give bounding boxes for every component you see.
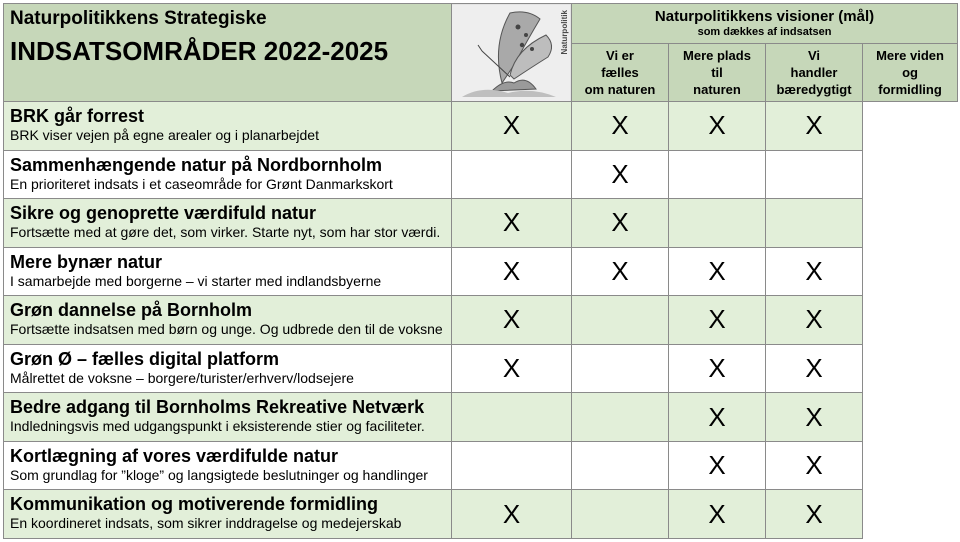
- table-row: [4, 102, 958, 151]
- area-name: BRK går forrest: [10, 106, 145, 126]
- mark-cell: [572, 296, 669, 345]
- mark-cell: X: [452, 490, 572, 539]
- mark-cell: X: [766, 247, 863, 296]
- mark-cell: X: [669, 344, 766, 393]
- mark-cell: [669, 150, 766, 199]
- mark-cell: [572, 344, 669, 393]
- area-description: Fortsætte indsatsen med børn og unge. Og udbrede den til de voksne: [10, 321, 443, 338]
- table-row: [4, 296, 958, 345]
- mark-cell: X: [669, 296, 766, 345]
- mark-cell: X: [766, 490, 863, 539]
- mark-cell: X: [572, 102, 669, 151]
- area-description: Som grundlag for ”kloge” og langsigtede beslutninger og handlinger: [10, 466, 428, 483]
- area-description: BRK viser vejen på egne arealer og i planarbejdet: [10, 127, 319, 143]
- title-line-2: INDSATSOMRÅDER 2022-2025: [10, 36, 389, 66]
- area-description: I samarbejde med borgerne – vi starter med indlandsbyerne: [10, 272, 382, 289]
- vision-column-plads: Mere plads til naturen: [669, 44, 766, 102]
- visions-title: Naturpolitikkens visioner (mål): [654, 8, 875, 25]
- area-cell: [4, 441, 452, 490]
- area-cell: [4, 344, 452, 393]
- area-cell: [4, 150, 452, 199]
- mark-cell: X: [572, 247, 669, 296]
- mark-cell: X: [572, 199, 669, 248]
- mark-cell: X: [669, 441, 766, 490]
- mark-cell: [452, 441, 572, 490]
- mark-cell: X: [766, 296, 863, 345]
- mark-cell: [766, 199, 863, 248]
- area-name: Kommunikation og motiverende formidling: [10, 494, 379, 515]
- area-description: Indledningsvis med udgangspunkt i eksisterende stier og faciliteter.: [10, 418, 425, 435]
- table-row: [4, 393, 958, 442]
- table-row: [4, 490, 958, 539]
- mark-cell: X: [572, 150, 669, 199]
- area-description: En koordineret indsats, som sikrer inddragelse og medejerskab: [10, 515, 402, 532]
- area-cell: [4, 199, 452, 248]
- mark-cell: [572, 441, 669, 490]
- mark-cell: X: [452, 296, 572, 345]
- page-title: [4, 4, 452, 102]
- visions-header: [572, 4, 958, 44]
- area-cell: [4, 247, 452, 296]
- mark-cell: X: [452, 247, 572, 296]
- strategy-table: [3, 3, 958, 539]
- area-name: Mere bynær natur: [10, 251, 163, 272]
- area-name: Grøn dannelse på Bornholm: [10, 300, 253, 321]
- image-label: Naturpolitik: [560, 10, 569, 55]
- visions-subtitle: som dækkes af indsatsen: [697, 26, 832, 38]
- mark-cell: X: [669, 393, 766, 442]
- area-description: Fortsætte med at gøre det, som virker. Starte nyt, som har stor værdi.: [10, 224, 441, 241]
- area-cell: [4, 296, 452, 345]
- vision-column-fælles: Vi er fælles om naturen: [572, 44, 669, 102]
- mark-cell: [452, 393, 572, 442]
- vision-column-baeredygtigt: Vi handler bæredygtigt: [766, 44, 863, 102]
- mark-cell: [452, 150, 572, 199]
- header-row-top: [4, 4, 958, 44]
- table-row: [4, 344, 958, 393]
- table-row: [4, 199, 958, 248]
- area-description: Målrettet de voksne – borgere/turister/erhverv/lodsejere: [10, 369, 354, 386]
- area-name: Sammenhængende natur på Nordbornholm: [10, 154, 383, 175]
- mark-cell: [572, 393, 669, 442]
- mark-cell: X: [766, 441, 863, 490]
- mark-cell: X: [452, 344, 572, 393]
- butterfly-icon: [452, 5, 570, 101]
- butterfly-illustration: [452, 4, 572, 102]
- mark-cell: X: [766, 393, 863, 442]
- area-cell: [4, 490, 452, 539]
- title-line-1: Naturpolitikkens Strategiske: [10, 8, 267, 29]
- area-cell: [4, 102, 452, 151]
- table-row: [4, 247, 958, 296]
- area-cell: [4, 393, 452, 442]
- area-name: Sikre og genoprette værdifuld natur: [10, 203, 317, 224]
- vision-column-viden: Mere viden og formidling: [863, 44, 958, 102]
- table-row: [4, 441, 958, 490]
- mark-cell: [766, 150, 863, 199]
- area-name: Kortlægning af vores værdifulde natur: [10, 445, 339, 466]
- mark-cell: X: [669, 247, 766, 296]
- mark-cell: [669, 199, 766, 248]
- table-row: [4, 150, 958, 199]
- mark-cell: X: [669, 490, 766, 539]
- mark-cell: X: [452, 199, 572, 248]
- mark-cell: X: [766, 102, 863, 151]
- mark-cell: X: [766, 344, 863, 393]
- mark-cell: X: [452, 102, 572, 151]
- mark-cell: X: [669, 102, 766, 151]
- area-name: Grøn Ø – fælles digital platform: [10, 348, 280, 369]
- area-name: Bedre adgang til Bornholms Rekreative Netværk: [10, 397, 425, 418]
- mark-cell: [572, 490, 669, 539]
- area-description: En prioriteret indsats i et caseområde for Grønt Danmarkskort: [10, 175, 393, 192]
